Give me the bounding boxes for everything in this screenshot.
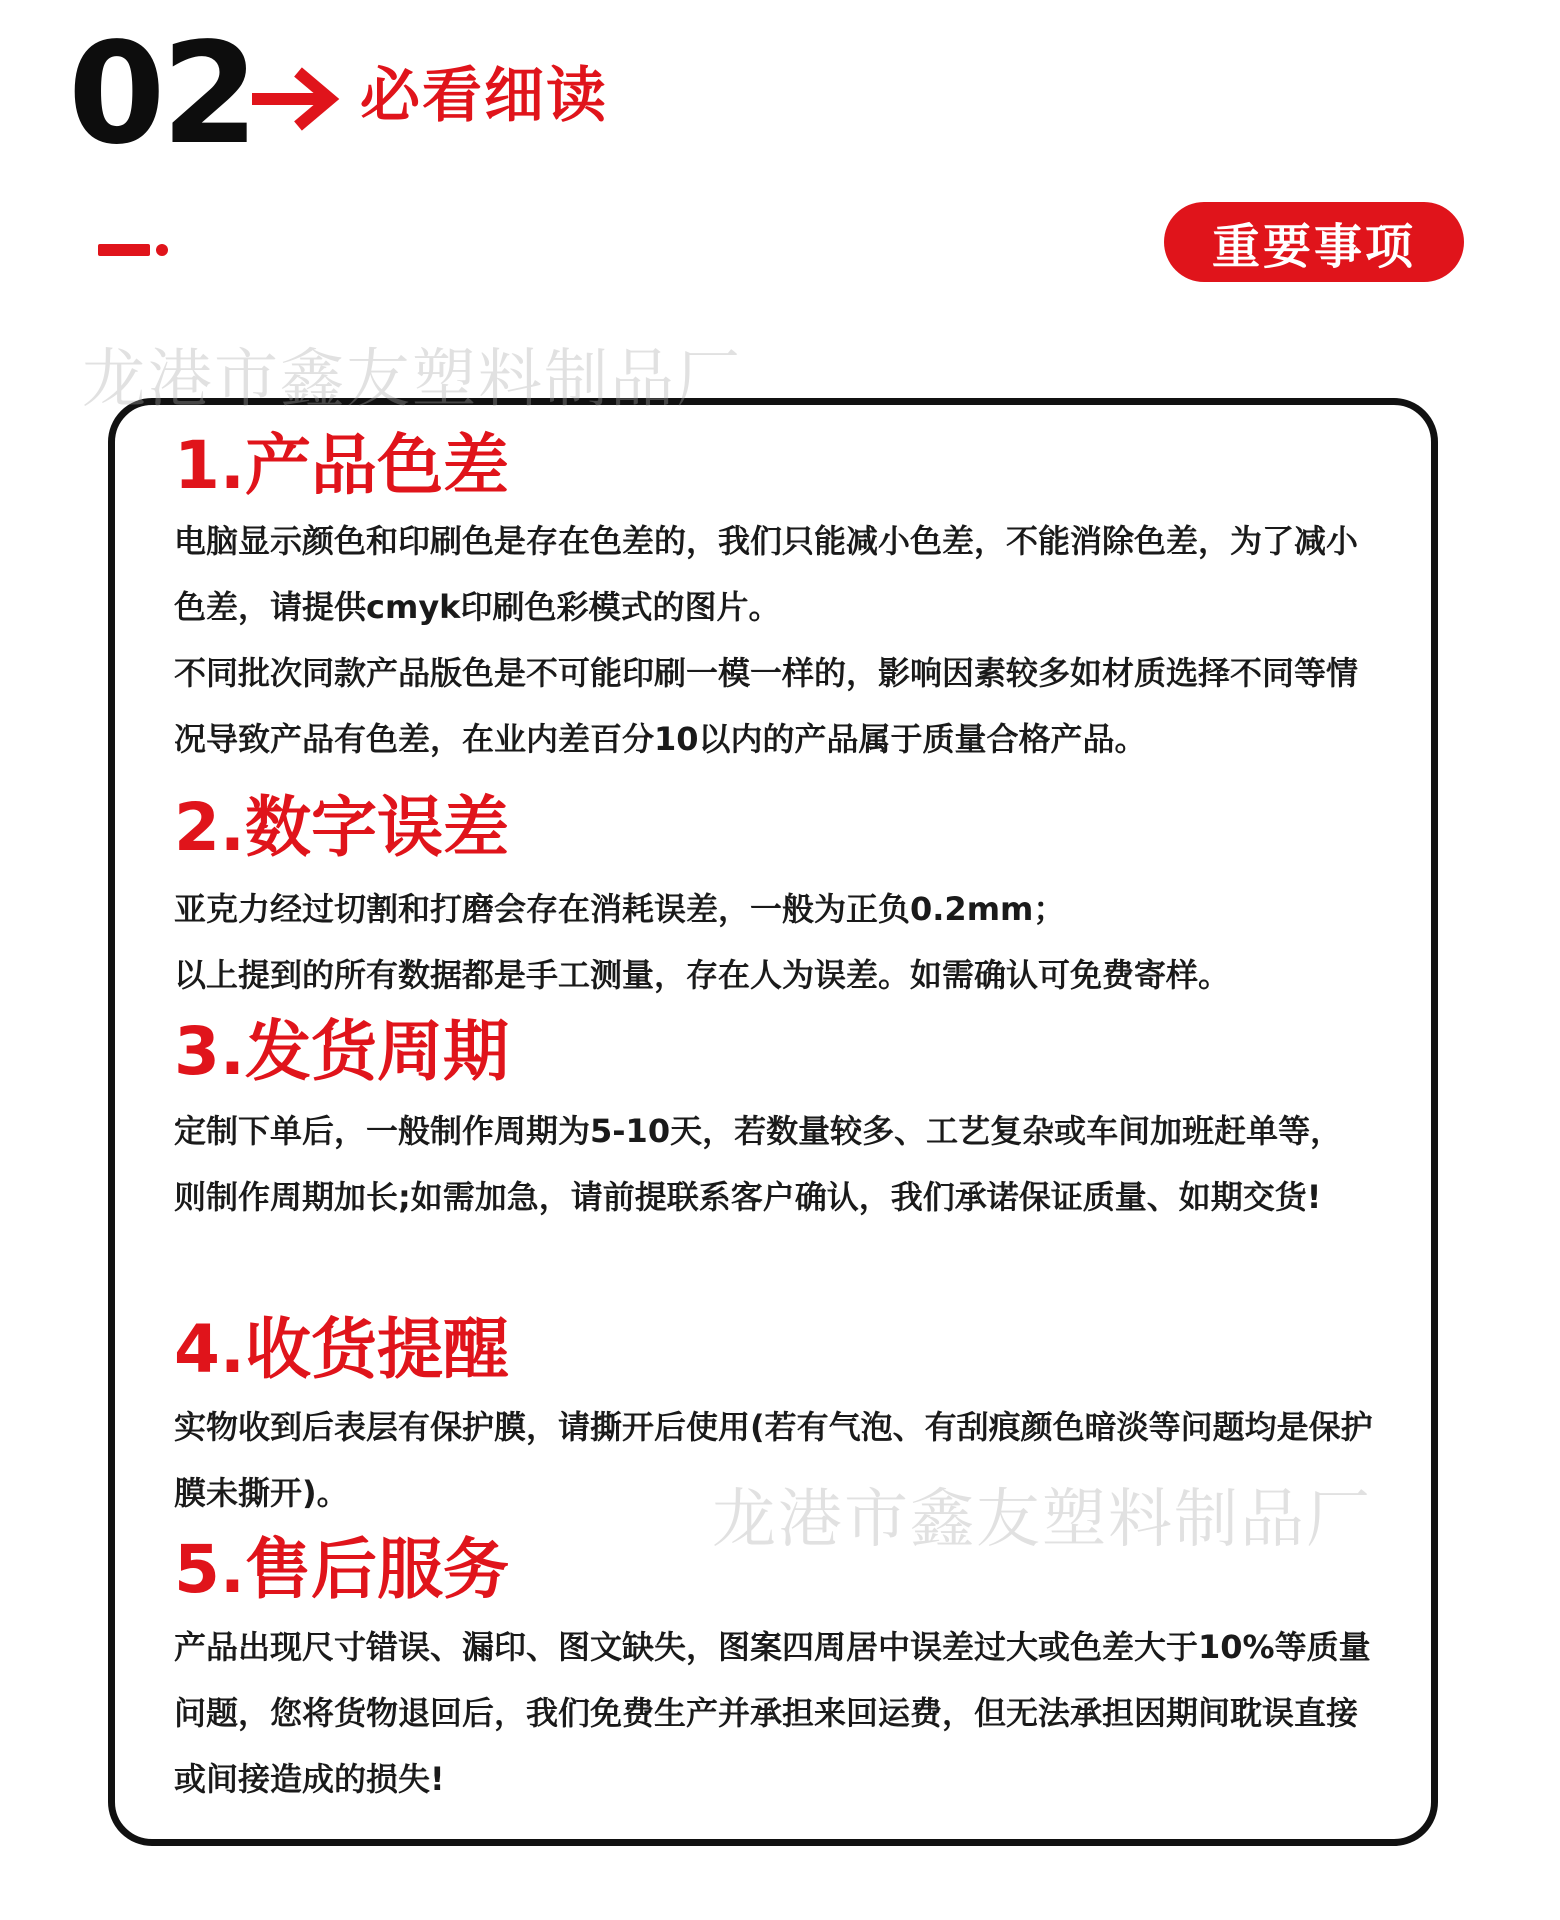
section-paragraph: 定制下单后，一般制作周期为5-10天，若数量较多、工艺复杂或车间加班赶单等，则制作周期加长;如需加急，请前提联系客户确认，我们承诺保证质量、如期交货! [174, 1112, 1343, 1216]
section-heading-numeric-error: 2.数字误差 [174, 789, 509, 866]
section-paragraph: 亚克力经过切割和打磨会存在消耗误差，一般为正负0.2mm； [174, 890, 1066, 928]
right-arrow-icon [248, 64, 340, 134]
section-paragraph: 不同批次同款产品版色是不可能印刷一模一样的，影响因素较多如材质选择不同等情况导致产品有色差，在业内差百分10以内的产品属于质量合格产品。 [174, 654, 1359, 758]
dash-dot-icon [98, 244, 168, 256]
section-number: 02 [68, 13, 255, 176]
important-notice-badge [1164, 202, 1464, 282]
section-heading-color-difference: 1.产品色差 [174, 427, 509, 504]
section-heading-shipping-cycle: 3.发货周期 [174, 1013, 509, 1090]
section-paragraph: 电脑显示颜色和印刷色是存在色差的，我们只能减小色差，不能消除色差，为了减小色差，请提供cmyk印刷色彩模式的图片。 [174, 522, 1359, 626]
section-paragraph: 实物收到后表层有保护膜，请撕开后使用(若有气泡、有刮痕颜色暗淡等问题均是保护膜未撕开)。 [174, 1408, 1373, 1512]
badge-label: 重要事项 [1211, 218, 1416, 275]
page-title: 必看细读 [360, 61, 608, 131]
section-heading-after-sales: 5.售后服务 [174, 1531, 509, 1608]
watermark-text: 龙港市鑫友塑料制品厂 [712, 1483, 1372, 1557]
section-paragraph: 产品出现尺寸错误、漏印、图文缺失，图案四周居中误差过大或色差大于10%等质量问题，您将货物退回后，我们免费生产并承担来回运费，但无法承担因期间耽误直接或间接造成的损失! [174, 1628, 1371, 1798]
section-paragraph: 以上提到的所有数据都是手工测量，存在人为误差。如需确认可免费寄样。 [174, 956, 1231, 994]
watermark-text: 龙港市鑫友塑料制品厂 [82, 343, 742, 417]
section-heading-receiving-reminder: 4.收货提醒 [174, 1311, 509, 1388]
